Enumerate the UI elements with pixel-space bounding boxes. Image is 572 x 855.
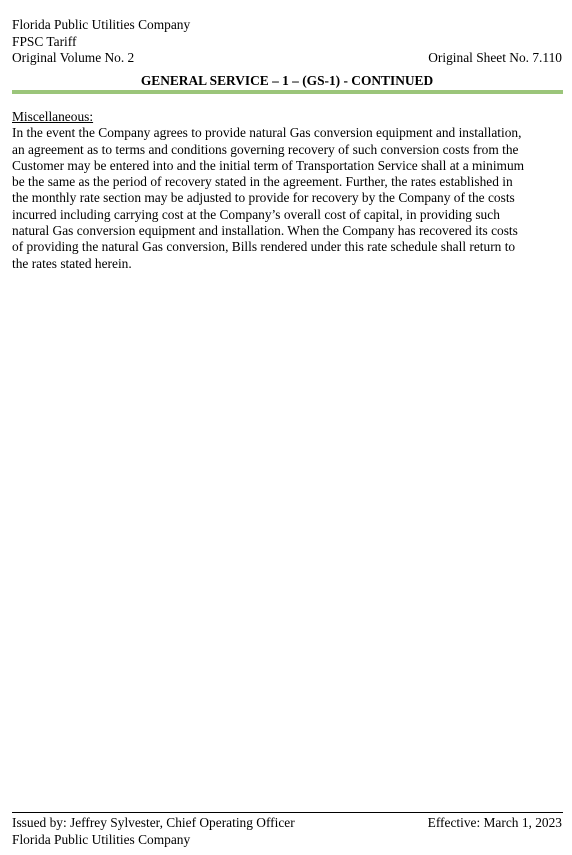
paragraph-line: natural Gas conversion equipment and installation. When the Company has recovered its costs xyxy=(12,223,518,239)
paragraph-line: be the same as the period of recovery stated in the agreement. Further, the rates established in xyxy=(12,174,513,190)
paragraph-line: Customer may be entered into and the initial term of Transportation Service shall at a minimum xyxy=(12,157,525,173)
footer-issued-row xyxy=(12,815,562,832)
page-title: GENERAL SERVICE – 1 – (GS-1) - CONTINUED xyxy=(140,73,434,88)
paragraph-line: the rates stated herein. xyxy=(12,255,132,271)
paragraph-line: In the event the Company agrees to provide natural Gas conversion equipment and installation, xyxy=(12,125,522,141)
section-paragraph xyxy=(12,125,562,272)
section-heading: Miscellaneous: xyxy=(12,109,94,124)
paragraph-line: the monthly rate section may be adjusted to provide for recovery by the Company of the costs xyxy=(12,190,515,206)
footer-effective-date: Effective: March 1, 2023 xyxy=(427,815,562,830)
document-header xyxy=(12,17,562,67)
paragraph-line: of providing the natural Gas conversion, Bills rendered under this rate schedule shall return to xyxy=(12,239,516,255)
paragraph-line: an agreement as to terms and conditions governing recovery of such conversion costs from the xyxy=(12,141,519,157)
header-tariff: FPSC Tariff xyxy=(12,33,77,49)
paragraph-line: incurred including carrying cost at the Company’s overall cost of capital, in providing such xyxy=(12,206,500,222)
footer-company: Florida Public Utilities Company xyxy=(12,831,191,847)
document-footer xyxy=(12,815,562,848)
header-volume-row xyxy=(12,50,562,67)
header-volume: Original Volume No. 2 xyxy=(12,50,135,65)
header-company: Florida Public Utilities Company xyxy=(12,17,191,32)
footer-divider xyxy=(12,812,563,813)
footer-issued-by: Issued by: Jeffrey Sylvester, Chief Operating Officer xyxy=(12,815,295,830)
title-divider xyxy=(12,90,563,94)
document-body xyxy=(12,109,562,272)
header-sheet-number: Original Sheet No. 7.110 xyxy=(428,50,562,65)
